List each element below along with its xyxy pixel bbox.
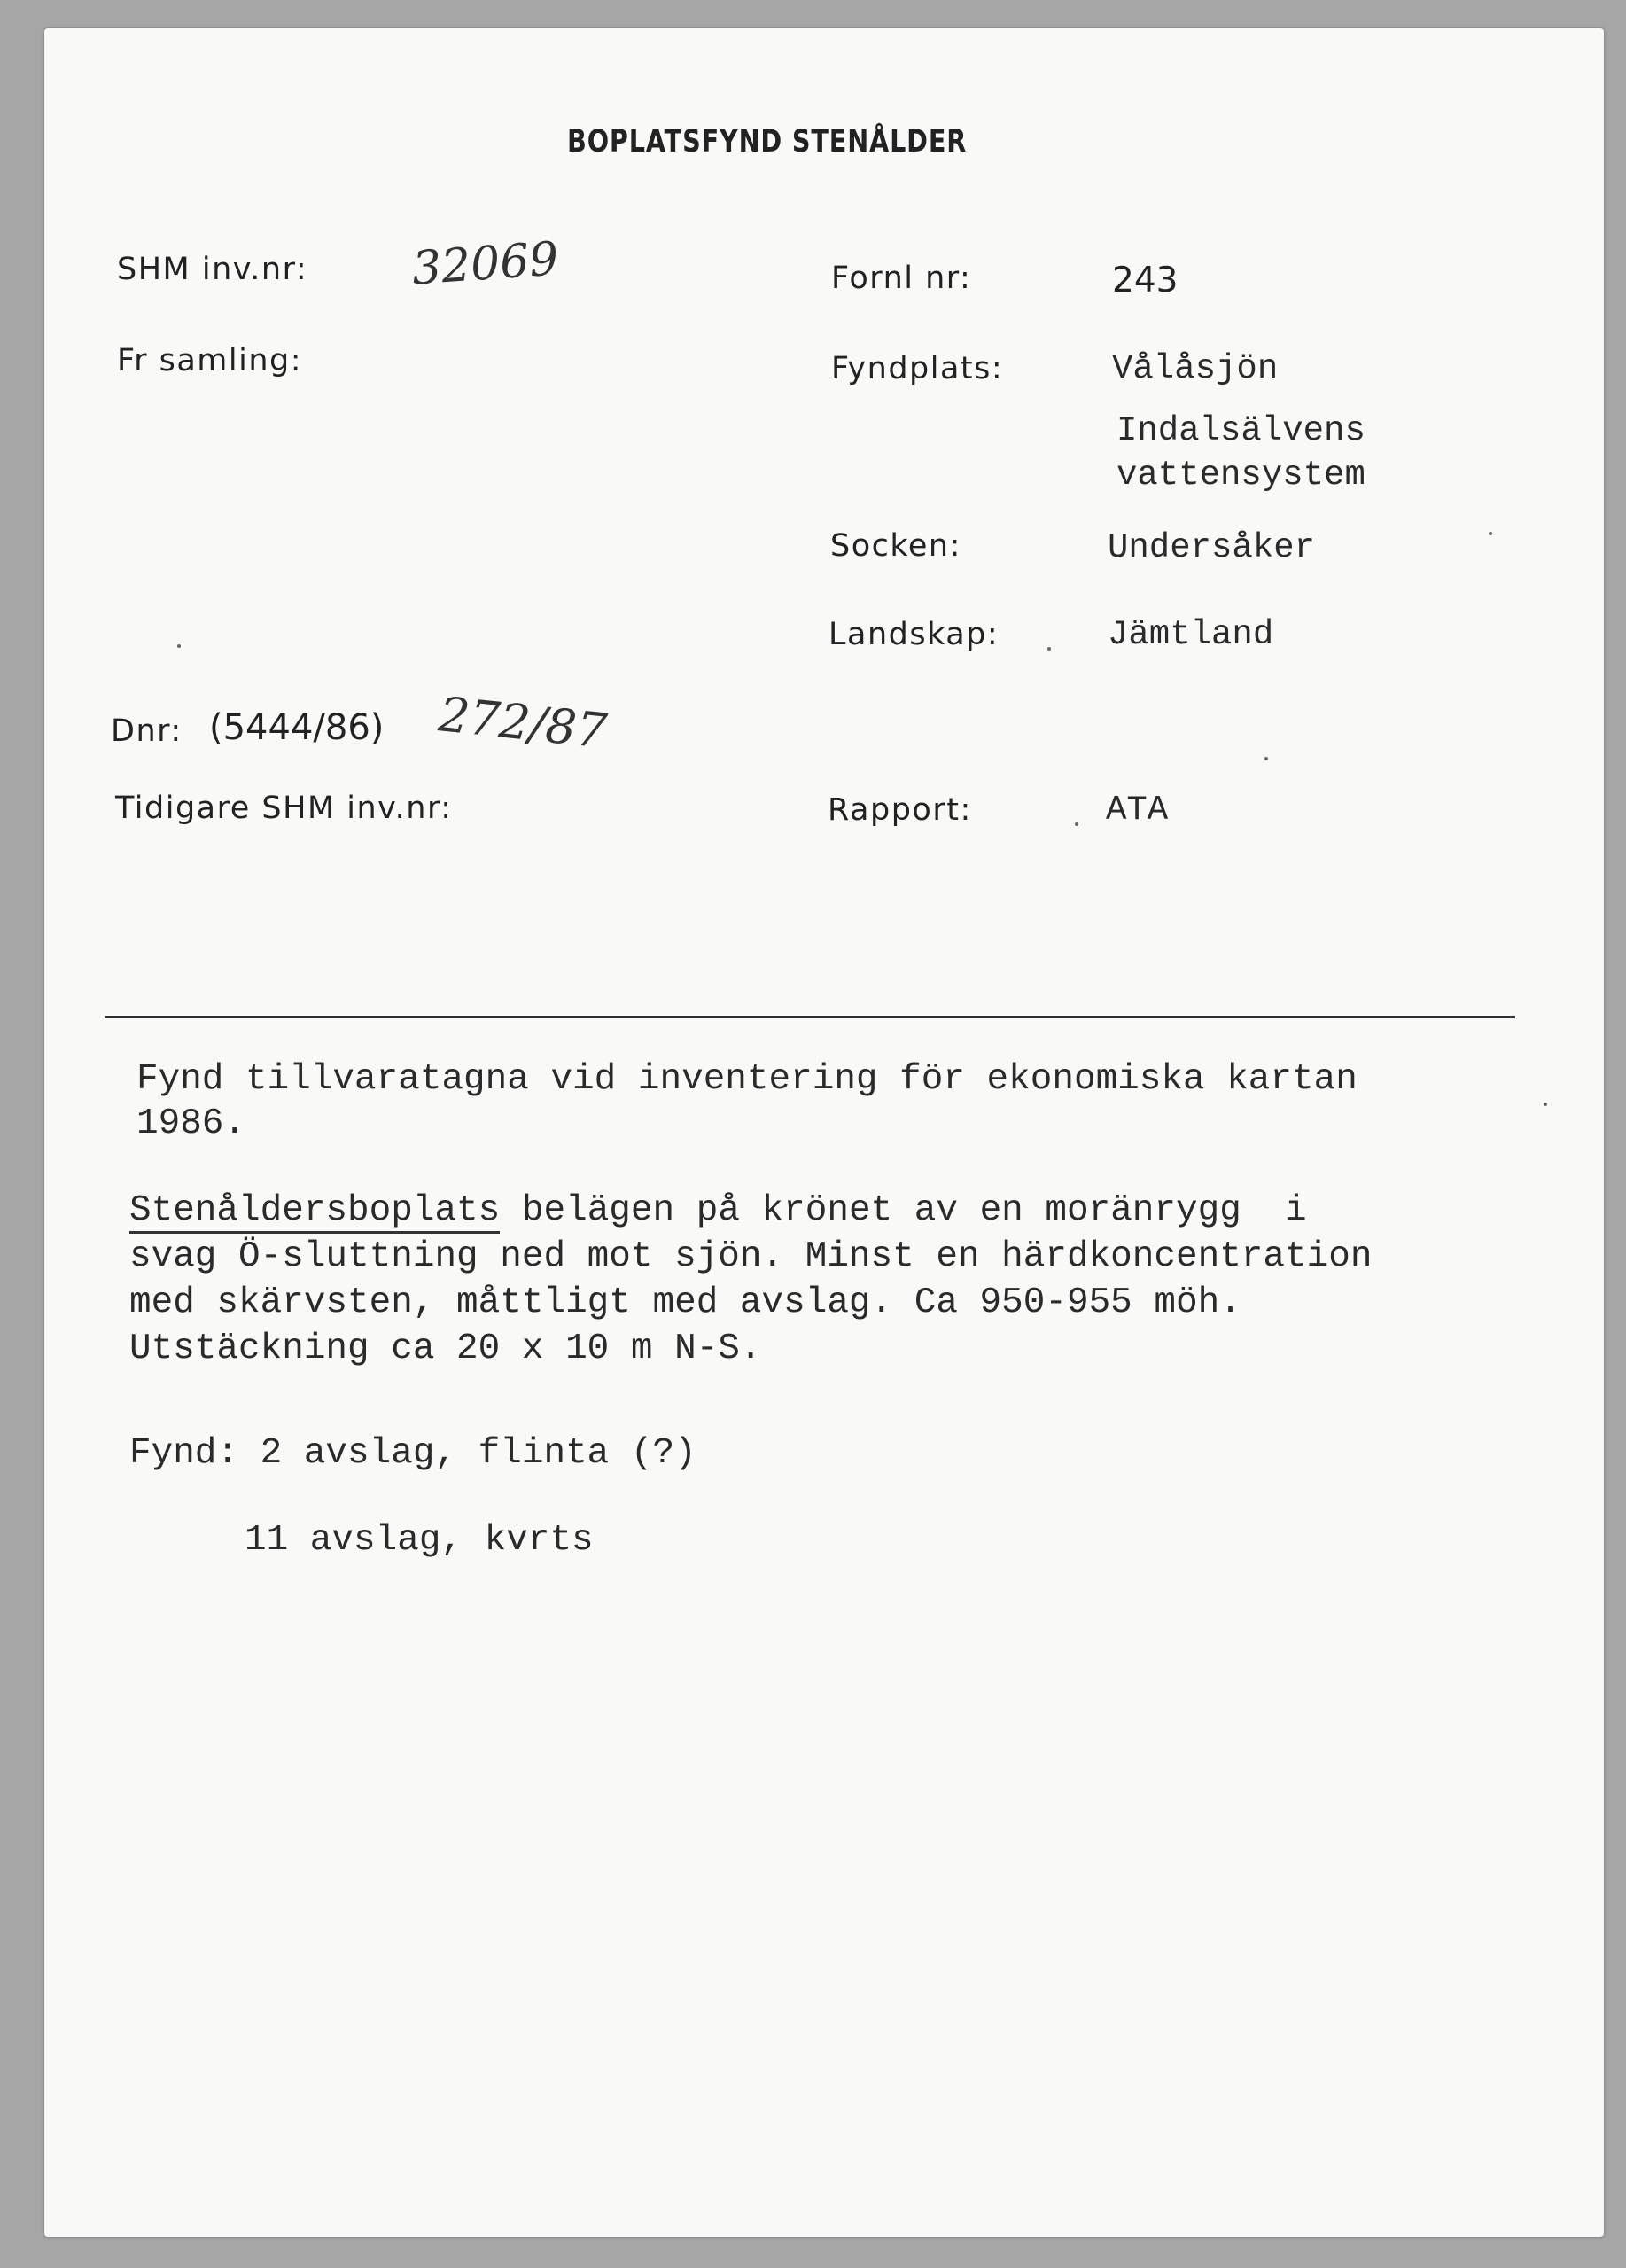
fyndplats-value: Vålåsjön <box>1112 349 1279 388</box>
intro-line-1: Fynd tillvaratagna vid inventering för ekonomiska kartan <box>136 1059 1358 1100</box>
description-line-1 <box>129 1188 1307 1234</box>
intro-line-2: 1986. <box>136 1103 246 1144</box>
card-title: BOPLATSFYND STENÅLDER <box>567 124 968 160</box>
tidigare-shm-label: Tidigare SHM inv.nr: <box>115 791 453 826</box>
finds-line-2: 11 avslag, kvrts <box>245 1520 594 1561</box>
shm-inv-label: SHM inv.nr: <box>117 252 308 287</box>
rapport-value: ATA <box>1106 791 1169 830</box>
rapport-label: Rapport: <box>828 792 972 828</box>
dnr-label: Dnr: <box>111 713 183 749</box>
description-line-2: svag Ö-sluttning ned mot sjön. Minst en härdkoncentration <box>129 1236 1373 1277</box>
socken-value: Undersåker <box>1108 528 1316 567</box>
description-line-4: Utstäckning ca 20 x 10 m N-S. <box>129 1329 762 1369</box>
fyndplats-extra-1: Indalsälvens <box>1116 411 1365 450</box>
landskap-label: Landskap: <box>829 617 1000 652</box>
shm-inv-value: 32069 <box>410 232 561 296</box>
fyndplats-label: Fyndplats: <box>831 351 1004 386</box>
dnr-value: (5444/86) <box>209 707 385 748</box>
scan-speck <box>1075 822 1078 826</box>
socken-label: Socken: <box>830 528 961 564</box>
fornl-nr-label: Fornl nr: <box>831 261 972 296</box>
scan-speck <box>1489 532 1492 535</box>
finds-line-1: Fynd: 2 avslag, flinta (?) <box>129 1433 696 1474</box>
scan-speck <box>1544 1103 1547 1106</box>
scan-speck <box>1047 647 1051 651</box>
section-divider <box>105 1016 1515 1018</box>
landskap-value: Jämtland <box>1108 615 1274 654</box>
fornl-nr-value: 243 <box>1112 261 1179 300</box>
fyndplats-extra-2: vattensystem <box>1116 456 1365 495</box>
dnr-handwritten: 272/87 <box>436 686 610 760</box>
fr-samling-label: Fr samling: <box>117 343 303 378</box>
description-line-3: med skärvsten, måttligt med avslag. Ca 950-955 möh. <box>129 1282 1241 1323</box>
index-card <box>44 28 1604 2237</box>
scan-speck <box>177 644 181 648</box>
scan-speck <box>1264 757 1268 760</box>
description-line-1-rest: belägen på krönet av en moränrygg i <box>500 1190 1307 1231</box>
site-type-underlined: Stenåldersboplats <box>129 1190 500 1234</box>
